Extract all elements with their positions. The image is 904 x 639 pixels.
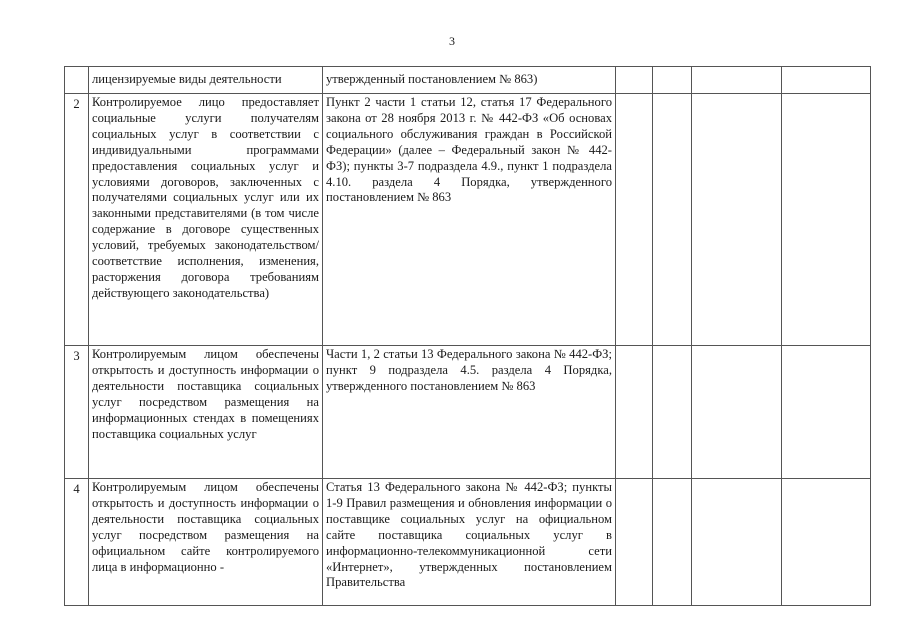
table-row bbox=[65, 94, 871, 346]
row-number: 2 bbox=[65, 94, 89, 346]
table-row bbox=[65, 67, 871, 94]
requirement-cell: лицензируемые виды деятельности bbox=[89, 67, 323, 94]
page-number: 3 bbox=[449, 34, 455, 48]
row-number bbox=[65, 67, 89, 94]
empty-cell bbox=[653, 479, 692, 606]
empty-cell bbox=[782, 94, 871, 346]
checklist-table bbox=[64, 66, 871, 606]
empty-cell bbox=[653, 67, 692, 94]
empty-cell bbox=[692, 94, 782, 346]
reference-cell: Части 1, 2 статьи 13 Федерального закона № 442-ФЗ; пункт 9 подраздела 4.5. раздела 4 Порядка, утвержденного постановлением № 863 bbox=[323, 346, 616, 479]
row-number: 3 bbox=[65, 346, 89, 479]
empty-cell bbox=[782, 346, 871, 479]
table-row bbox=[65, 479, 871, 606]
reference-cell: утвержденный постановлением № 863) bbox=[323, 67, 616, 94]
reference-cell: Пункт 2 части 1 статьи 12, статья 17 Федерального закона от 28 ноября 2013 г. № 442-ФЗ «Об основах социального обслуживания граждан в Российской Федерации» (далее – Федеральный закон № 442-ФЗ); пункты 3-7 подраздела 4.9., пункт 1 подраздела 4.10. раздела 4 Порядка, утвержденного постановлением № 863 bbox=[323, 94, 616, 346]
empty-cell bbox=[653, 346, 692, 479]
reference-cell: Статья 13 Федерального закона № 442-ФЗ; пункты 1-9 Правил размещения и обновления информации о поставщике социальных услуг на официальном сайте поставщика социальных услуг в информационно-телекоммуникационной сети «Интернет», утвержденных постановлением Правительства bbox=[323, 479, 616, 606]
empty-cell bbox=[616, 479, 653, 606]
empty-cell bbox=[692, 346, 782, 479]
empty-cell bbox=[782, 479, 871, 606]
requirement-cell: Контролируемым лицом обеспечены открытость и доступность информации о деятельности поставщика социальных услуг посредством размещения на информационных стендах в помещениях поставщика социальных услуг bbox=[89, 346, 323, 479]
empty-cell bbox=[782, 67, 871, 94]
requirement-cell: Контролируемое лицо предоставляет социальные услуги получателям социальных услуг в соответствии с индивидуальными программами предоставления социальных услуг и условиями договоров, заключенных с получателями социальных услуг или их законными представителями (в том числе содержание в договоре существенных условий, требуемых законодательством/ соответствие исполнения, изменения, расторжения договора требованиям действующего законодательства) bbox=[89, 94, 323, 346]
empty-cell bbox=[692, 479, 782, 606]
table-row bbox=[65, 346, 871, 479]
empty-cell bbox=[692, 67, 782, 94]
empty-cell bbox=[616, 346, 653, 479]
empty-cell bbox=[616, 94, 653, 346]
empty-cell bbox=[653, 94, 692, 346]
empty-cell bbox=[616, 67, 653, 94]
requirement-cell: Контролируемым лицом обеспечены открытость и доступность информации о деятельности поставщика социальных услуг посредством размещения на официальном сайте контролируемого лица в информационно - bbox=[89, 479, 323, 606]
row-number: 4 bbox=[65, 479, 89, 606]
